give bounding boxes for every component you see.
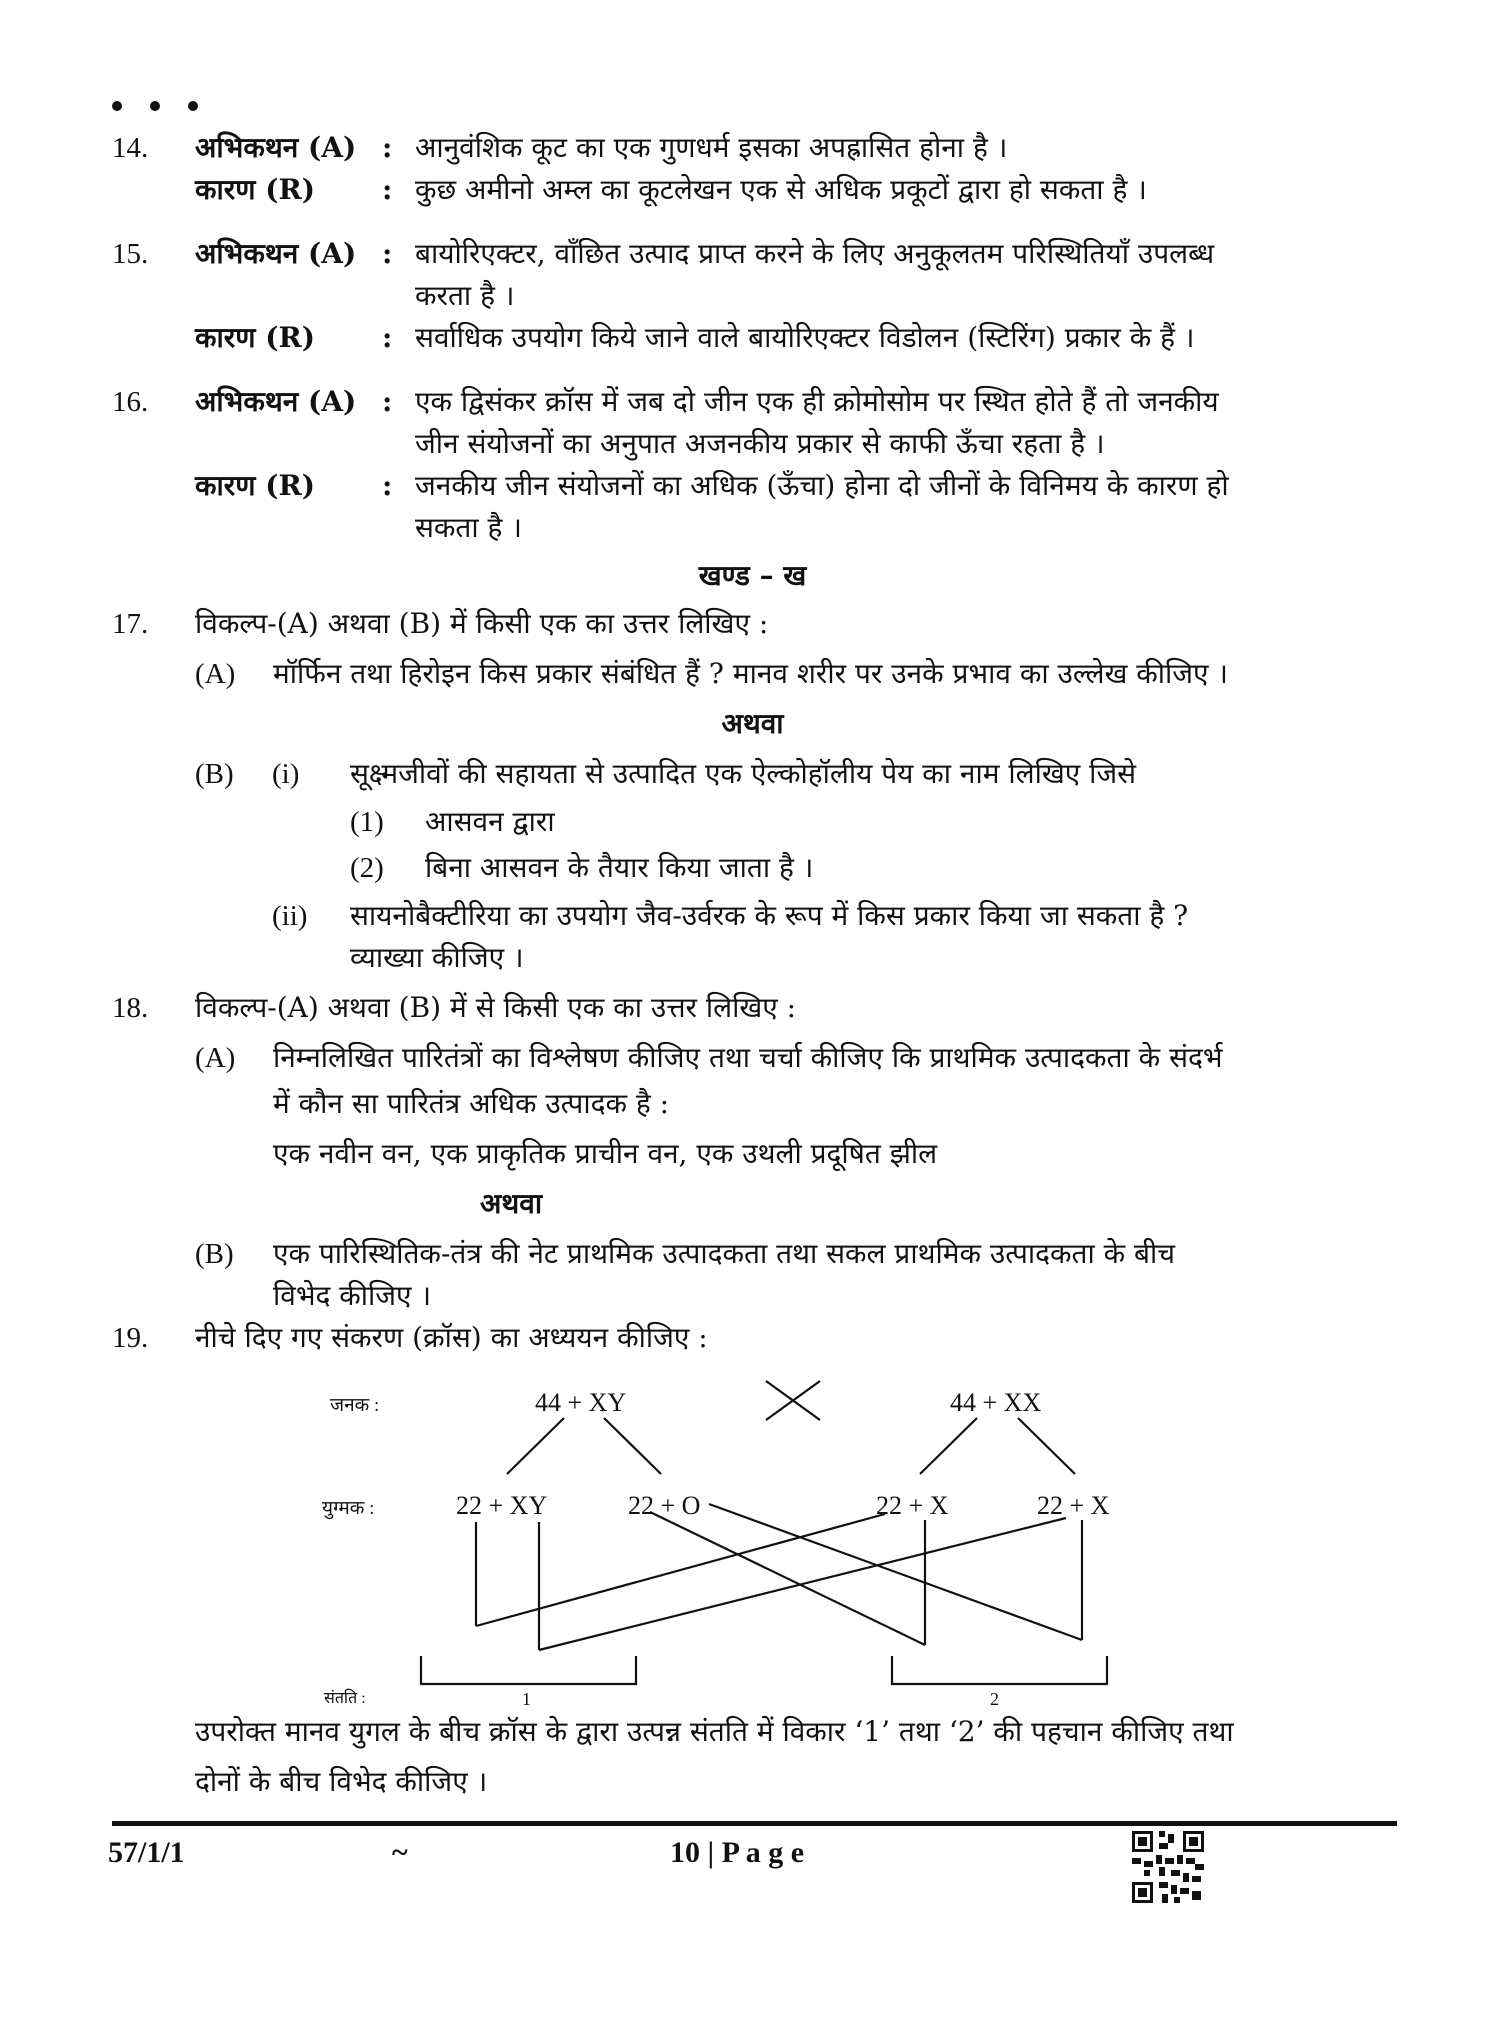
reason-label: कारण (R) bbox=[195, 173, 315, 206]
option-label: (A) bbox=[195, 1042, 236, 1074]
colon: : bbox=[382, 237, 393, 270]
gamete-3: 22 + X bbox=[876, 1491, 949, 1520]
gamete-1: 22 + XY bbox=[456, 1491, 548, 1520]
diagram-lines bbox=[421, 1381, 1107, 1684]
sub-label: (ii) bbox=[272, 900, 308, 932]
offspring-label: संतति : bbox=[324, 1690, 366, 1707]
parents-label: जनक : bbox=[330, 1395, 380, 1416]
question-prompt: नीचे दिए गए संकरण (क्रॉस) का अध्ययन कीजिए : bbox=[195, 1321, 708, 1354]
reason-text: सर्वाधिक उपयोग किये जाने वाले बायोरिएक्टर विडोलन (स्टिरिंग) प्रकार के हैं । bbox=[415, 321, 1195, 354]
option-text: एक पारिस्थितिक-तंत्र की नेट प्राथमिक उत्पादकता तथा सकल प्राथमिक उत्पादकता के बीच bbox=[273, 1237, 1176, 1270]
sub-sub-text: आसवन द्वारा bbox=[425, 805, 555, 838]
question-number: 18. bbox=[112, 992, 149, 1024]
option-text: मॉर्फिन तथा हिरोइन किस प्रकार संबंधित हैं ? मानव शरीर पर उनके प्रभाव का उल्लेख कीजिए । bbox=[273, 657, 1229, 690]
reason-text: सकता है । bbox=[415, 511, 522, 544]
colon: : bbox=[382, 385, 393, 418]
sub-label: (i) bbox=[272, 758, 300, 790]
reason-label: कारण (R) bbox=[195, 469, 315, 502]
sub-text: व्याख्या कीजिए । bbox=[350, 941, 524, 974]
sub-sub-label: (1) bbox=[350, 806, 384, 838]
or-separator: अथवा bbox=[721, 707, 784, 740]
reason-label: कारण (R) bbox=[195, 321, 315, 354]
tilde-mark: ~ bbox=[392, 1836, 408, 1869]
option-text: एक नवीन वन, एक प्राकृतिक प्राचीन वन, एक उथली प्रदूषित झील bbox=[273, 1137, 938, 1170]
offspring-2: 2 bbox=[990, 1689, 999, 1709]
question-number: 17. bbox=[112, 608, 149, 640]
option-label: (B) bbox=[195, 758, 234, 790]
assertion-text: जीन संयोजनों का अनुपात अजनकीय प्रकार से काफी ऊँचा रहता है । bbox=[415, 427, 1105, 460]
assertion-text: बायोरिएक्टर, वाँछित उत्पाद प्राप्त करने के लिए अनुकूलतम परिस्थितियाँ उपलब्ध bbox=[415, 237, 1215, 270]
question-prompt: विकल्प-(A) अथवा (B) में से किसी एक का उत्तर लिखिए : bbox=[195, 991, 797, 1024]
qr-code-icon bbox=[1132, 1830, 1204, 1904]
page-number: 10 | P a g e bbox=[670, 1836, 805, 1869]
question-prompt: विकल्प-(A) अथवा (B) में किसी एक का उत्तर लिखिए : bbox=[195, 607, 769, 640]
reason-text: जनकीय जीन संयोजनों का अधिक (ऊँचा) होना दो जीनों के विनिमय के कारण हो bbox=[415, 469, 1229, 502]
parent-male: 44 + XY bbox=[535, 1388, 627, 1417]
question-number: 16. bbox=[112, 386, 149, 418]
paper-code: 57/1/1 bbox=[108, 1836, 185, 1869]
assertion-label: अभिकथन (A) bbox=[195, 385, 357, 418]
colon: : bbox=[382, 173, 393, 206]
sub-text: सायनोबैक्टीरिया का उपयोग जैव-उर्वरक के रूप में किस प्रकार किया जा सकता है ? bbox=[350, 899, 1189, 932]
question-text: दोनों के बीच विभेद कीजिए । bbox=[195, 1765, 488, 1798]
offspring-1: 1 bbox=[522, 1689, 531, 1709]
footer-rule bbox=[112, 1821, 1397, 1826]
assertion-text: एक द्विसंकर क्रॉस में जब दो जीन एक ही क्रोमोसोम पर स्थित होते हैं तो जनकीय bbox=[415, 385, 1219, 418]
sub-sub-label: (2) bbox=[350, 852, 384, 884]
gamete-4: 22 + X bbox=[1037, 1491, 1110, 1520]
option-text: निम्नलिखित पारितंत्रों का विश्लेषण कीजिए तथा चर्चा कीजिए कि प्राथमिक उत्पादकता के संदर्भ bbox=[273, 1041, 1223, 1074]
sub-text: सूक्ष्मजीवों की सहायता से उत्पादित एक ऐल्कोहॉलीय पेय का नाम लिखिए जिसे bbox=[350, 757, 1137, 790]
option-label: (B) bbox=[195, 1238, 234, 1270]
reason-text: कुछ अमीनो अम्ल का कूटलेखन एक से अधिक प्रकूटों द्वारा हो सकता है । bbox=[415, 173, 1147, 206]
or-separator: अथवा bbox=[480, 1187, 543, 1220]
question-text: उपरोक्त मानव युगल के बीच क्रॉस के द्वारा उत्पन्न संतति में विकार ‘1’ तथा ‘2’ की पहचान कीजिए तथा bbox=[195, 1715, 1234, 1748]
assertion-label: अभिकथन (A) bbox=[195, 237, 357, 270]
gamete-2: 22 + O bbox=[628, 1491, 701, 1520]
question-number: 15. bbox=[112, 238, 149, 270]
question-number: 19. bbox=[112, 1322, 149, 1354]
question-number: 14. bbox=[112, 132, 149, 164]
parent-female: 44 + XX bbox=[950, 1388, 1042, 1417]
option-text: में कौन सा पारितंत्र अधिक उत्पादक है : bbox=[273, 1087, 670, 1120]
gametes-label: युग्मक : bbox=[322, 1498, 375, 1519]
sub-sub-text: बिना आसवन के तैयार किया जाता है । bbox=[425, 851, 814, 884]
colon: : bbox=[382, 469, 393, 502]
colon: : bbox=[382, 321, 393, 354]
colon: : bbox=[382, 131, 393, 164]
option-label: (A) bbox=[195, 658, 236, 690]
option-text: विभेद कीजिए । bbox=[273, 1279, 432, 1312]
assertion-text: आनुवंशिक कूट का एक गुणधर्म इसका अपह्रासित होना है । bbox=[415, 131, 1008, 164]
section-heading: खण्ड – ख bbox=[698, 559, 807, 592]
assertion-label: अभिकथन (A) bbox=[195, 131, 357, 164]
assertion-text: करता है । bbox=[415, 279, 515, 312]
